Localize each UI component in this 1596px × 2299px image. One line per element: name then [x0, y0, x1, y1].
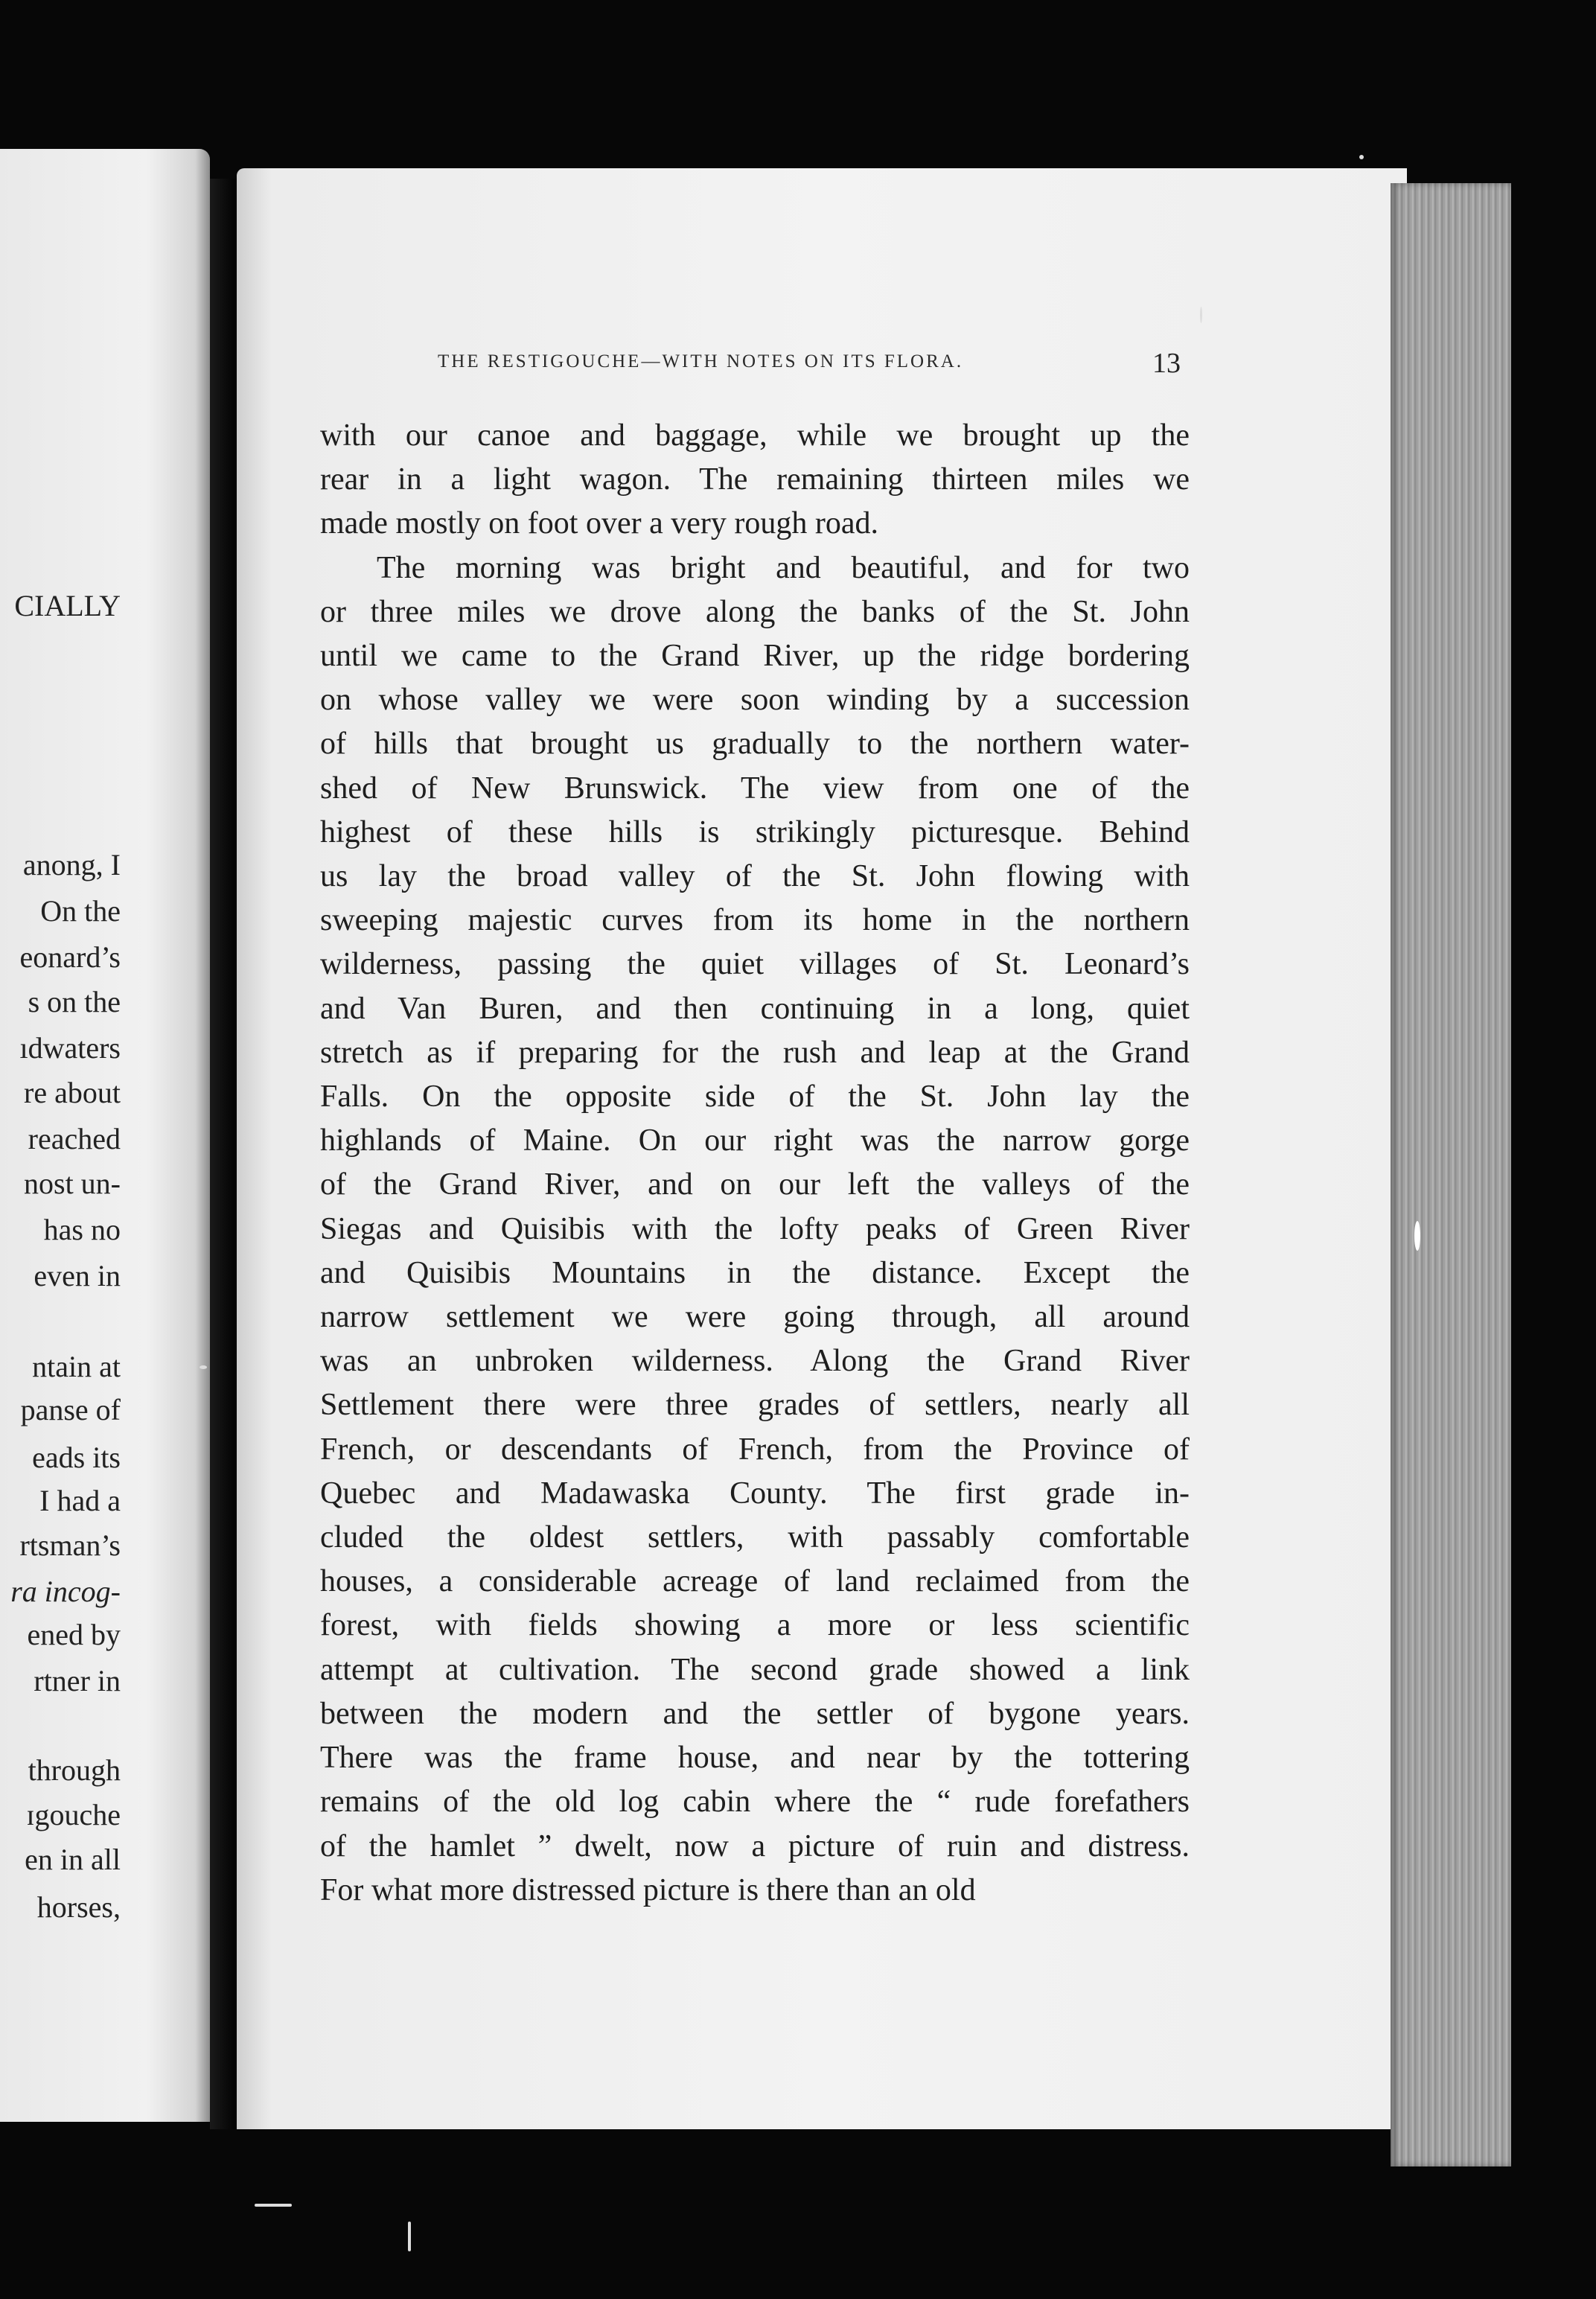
- left-page-line: through: [28, 1753, 121, 1787]
- text-line: of the hamlet ” dwelt, now a picture of ruin and distress.: [320, 1828, 1190, 1863]
- page-edges: [1391, 183, 1511, 2166]
- film-speck: [1359, 155, 1364, 159]
- text-line: highlands of Maine. On our right was the narrow gorge: [320, 1123, 1190, 1158]
- text-line: Siegas and Quisibis with the lofty peaks of Green River: [320, 1211, 1190, 1246]
- text-line: shed of New Brunswick. The view from one of the: [320, 771, 1190, 806]
- text-line: Settlement there were three grades of settlers, nearly all: [320, 1388, 1190, 1423]
- left-page-line: ra incog-: [10, 1575, 121, 1608]
- body-text: [320, 414, 1190, 1913]
- text-line: There was the frame house, and near by the tottering: [320, 1741, 1190, 1776]
- left-page-line: horses,: [36, 1890, 121, 1924]
- left-page-line: re about: [24, 1076, 121, 1109]
- text-line: narrow settlement we were going through, all around: [320, 1300, 1190, 1335]
- left-page-line: panse of: [20, 1393, 121, 1426]
- left-page-line: I had a: [39, 1484, 121, 1517]
- text-line: forest, with fields showing a more or less scientific: [320, 1608, 1190, 1643]
- running-head: THE RESTIGOUCHE—WITH NOTES ON ITS FLORA.: [438, 351, 964, 372]
- left-page-line: has no: [43, 1213, 121, 1246]
- left-page-line: anong, I: [22, 848, 121, 881]
- left-page-line: ɪgouche: [26, 1798, 121, 1831]
- left-page-line: eonard’s: [19, 940, 121, 974]
- left-page-line: On the: [40, 894, 121, 928]
- text-line: and Quisibis Mountains in the distance. Except the: [320, 1255, 1190, 1290]
- film-speck: [1200, 307, 1202, 323]
- left-page-line: rtsman’s: [19, 1528, 121, 1562]
- left-page-line: en in all: [25, 1843, 121, 1876]
- text-line: us lay the broad valley of the St. John flowing with: [320, 859, 1190, 894]
- page-number: 13: [1152, 348, 1181, 379]
- film-speck: [255, 2204, 292, 2207]
- text-line: cluded the oldest settlers, with passably comfortable: [320, 1520, 1190, 1555]
- left-page-line: reached: [28, 1122, 121, 1155]
- text-line: Falls. On the opposite side of the St. John lay the: [320, 1080, 1190, 1115]
- text-line: attempt at cultivation. The second grade showed a link: [320, 1652, 1190, 1687]
- text-line: on whose valley we were soon winding by a succession: [320, 683, 1190, 718]
- left-page-line: ntain at: [32, 1350, 121, 1383]
- text-line: highest of these hills is strikingly picturesque. Behind: [320, 814, 1190, 849]
- text-line: rear in a light wagon. The remaining thirteen miles we: [320, 462, 1190, 497]
- text-line: and Van Buren, and then continuing in a long, quiet: [320, 991, 1190, 1026]
- text-line: until we came to the Grand River, up the ridge bordering: [320, 639, 1190, 674]
- book-gutter: [210, 179, 238, 2129]
- film-speck: [200, 1365, 207, 1369]
- text-line: For what more distressed picture is there than an old: [320, 1872, 976, 1907]
- left-page-line: eads its: [32, 1441, 121, 1474]
- text-line: French, or descendants of French, from the Province of: [320, 1432, 1190, 1467]
- text-line: of hills that brought us gradually to the northern water-: [320, 727, 1190, 762]
- text-line: houses, a considerable acreage of land reclaimed from the: [320, 1564, 1190, 1599]
- film-speck: [408, 2222, 411, 2251]
- left-page-line: rtner in: [33, 1664, 121, 1697]
- left-page-line: ıdwaters: [19, 1031, 121, 1065]
- left-page-line: CIALLY: [14, 589, 121, 622]
- text-line: Quebec and Madawaska County. The first grade in-: [320, 1476, 1190, 1511]
- text-line: sweeping majestic curves from its home in the northern: [320, 903, 1190, 938]
- text-line: made mostly on foot over a very rough road.: [320, 506, 878, 541]
- film-speck: [1414, 1221, 1420, 1251]
- text-line: between the modern and the settler of bygone years.: [320, 1696, 1190, 1731]
- text-line: or three miles we drove along the banks of the St. John: [320, 594, 1190, 629]
- left-page-line: even in: [33, 1259, 121, 1292]
- text-line: wilderness, passing the quiet villages of St. Leonard’s: [320, 947, 1190, 982]
- text-line: of the Grand River, and on our left the valleys of the: [320, 1167, 1190, 1202]
- text-line: The morning was bright and beautiful, and for two: [377, 550, 1190, 585]
- left-page-line: s on the: [28, 985, 121, 1018]
- text-line: stretch as if preparing for the rush and leap at the Grand: [320, 1035, 1190, 1070]
- text-line: was an unbroken wilderness. Along the Grand River: [320, 1344, 1190, 1379]
- text-line: remains of the old log cabin where the “ rude forefathers: [320, 1785, 1190, 1820]
- left-page-line: nost un-: [24, 1167, 121, 1200]
- left-page-line: ened by: [27, 1618, 121, 1651]
- text-line: with our canoe and baggage, while we brought up the: [320, 418, 1190, 453]
